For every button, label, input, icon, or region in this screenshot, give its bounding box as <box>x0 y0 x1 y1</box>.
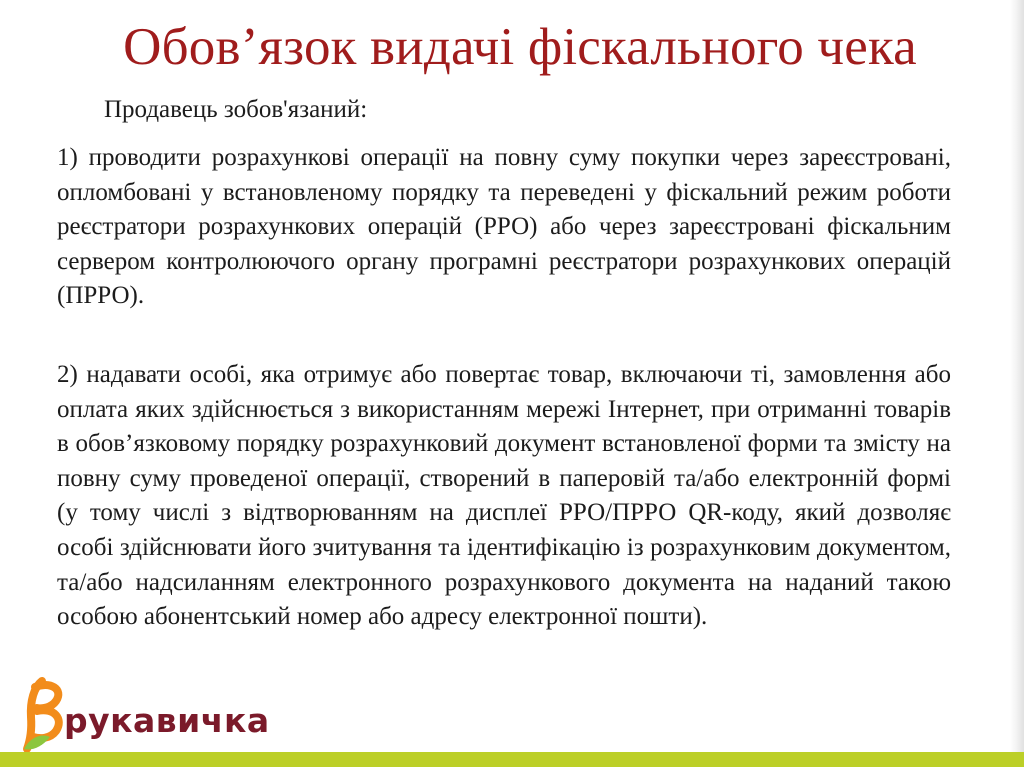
slide-subtitle: Продавець зобов'язаний: <box>104 96 368 123</box>
paragraph-1: 1) проводити розрахункові операції на повну суму покупки через зареєстровані, опломбовані у встановленому порядку та переведені у фіскальний режим роботи реєстратори розрахункових операцій (РРО) або через зареєстровані фіскальним сервером контролюючого органу програмні реєстратори розрахункових операцій (ПРРО). <box>57 144 951 310</box>
paragraph-2: 2) надавати особі, яка отримує або повертає товар, включаючи ті, замовлення або оплата яких здійснюється з використанням мережі Інтернет, при отриманні товарів в обов’язковому порядку розрахунковий документ встановленої форми та змісту на повну суму проведеної операції, створений в паперовій та/або електронній формі (у тому числі з відтворюванням на дисплеї РРО/ПРРО QR-коду, який дозволяє особі здійснювати його зчитування та ідентифікацію із розрахунковим документом, та/або надсиланням електронного розрахункового документа на наданий такою особою абонентський номер або адресу електронної пошти). <box>57 361 951 631</box>
leaf-b-logo-icon <box>20 675 68 755</box>
slide-edge-shadow <box>1010 0 1024 767</box>
logo-wordmark: рукавичка <box>64 701 270 740</box>
accent-bar <box>0 752 1024 767</box>
slide-title: Обов’язок видачі фіскального чека <box>123 18 917 76</box>
brand-logo <box>20 675 270 755</box>
